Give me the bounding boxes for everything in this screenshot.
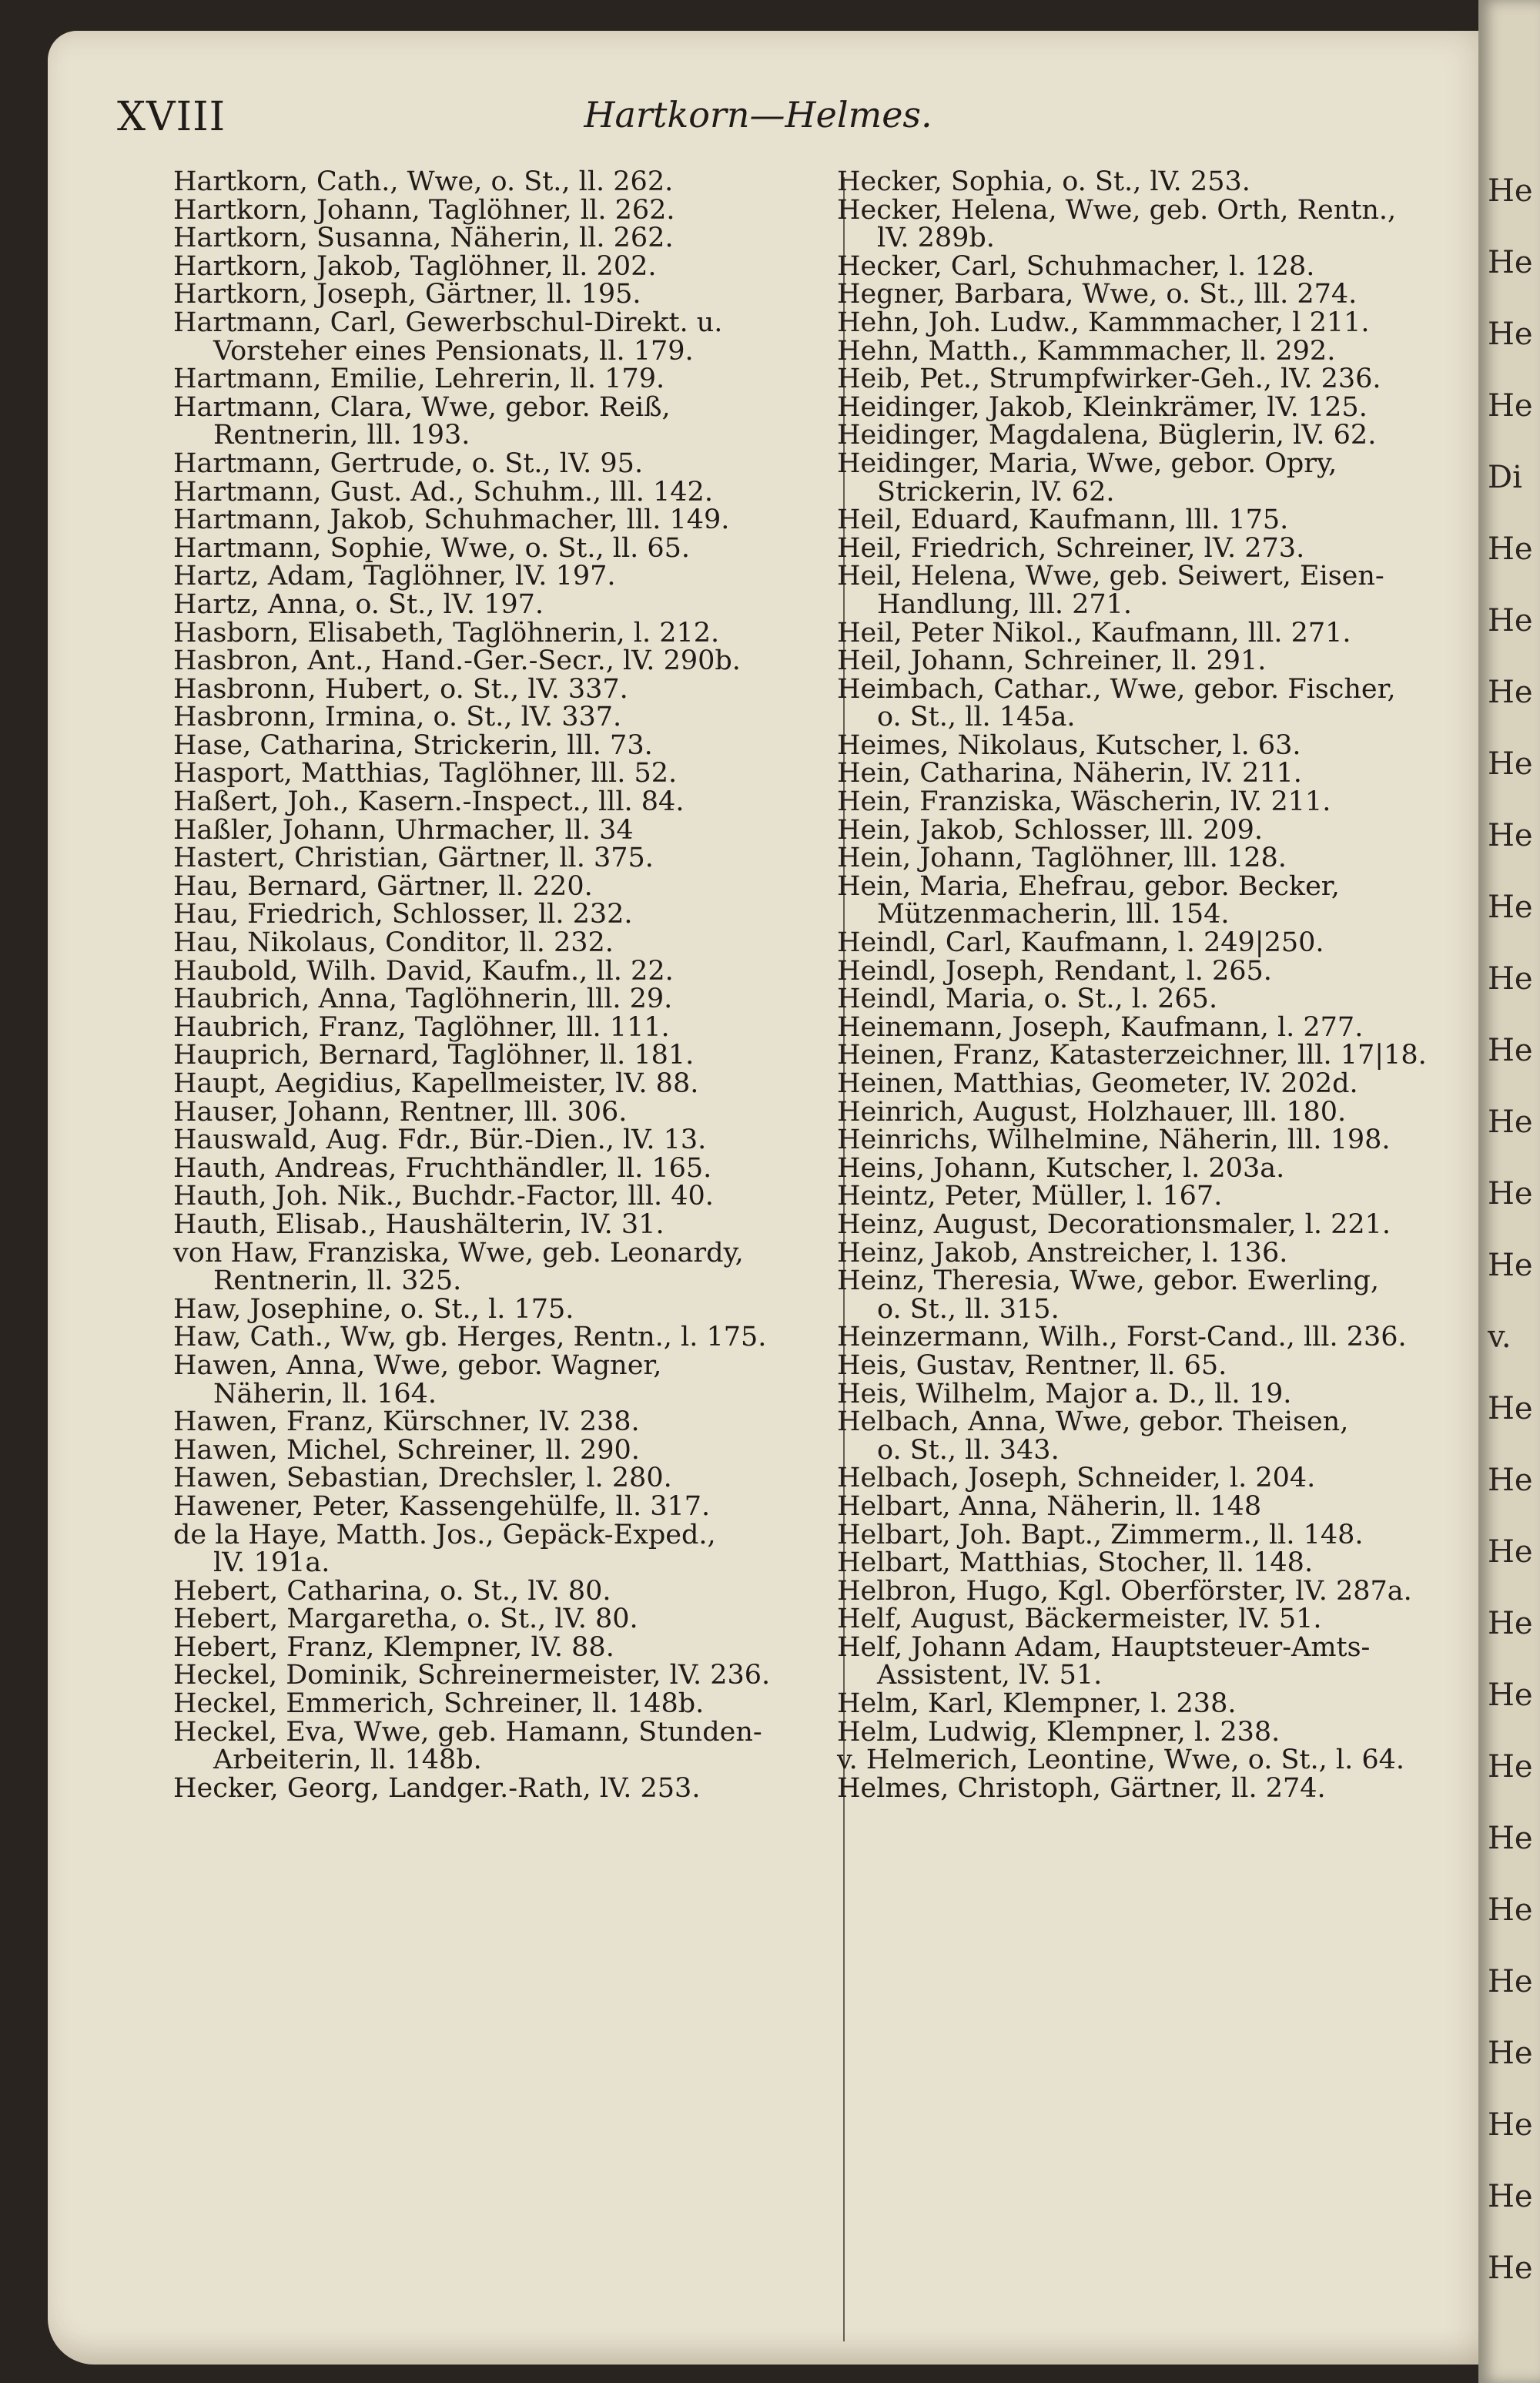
entry-continuation: Näherin, ll. 164. — [213, 1378, 437, 1409]
next-page-fragment: He — [1488, 388, 1533, 424]
directory-entry — [173, 280, 851, 309]
entry-line: Heinz, August, Decorationsmaler, l. 221. — [837, 1208, 1391, 1240]
page-number: XVIII — [117, 94, 226, 140]
entry-line: Haubrich, Anna, Taglöhnerin, lll. 29. — [173, 984, 673, 1015]
entry-line: Hecker, Carl, Schuhmacher, l. 128. — [837, 250, 1315, 282]
entry-line: Heinz, Theresia, Wwe, gebor. Ewerling, — [837, 1265, 1380, 1297]
entry-line: Hartkorn, Joseph, Gärtner, ll. 195. — [173, 279, 641, 310]
directory-entry — [173, 1577, 851, 1606]
directory-entry — [837, 1182, 1515, 1211]
directory-entry — [837, 506, 1515, 535]
directory-entry — [173, 1126, 851, 1155]
entry-line: Hawener, Peter, Kassengehülfe, ll. 317. — [173, 1490, 711, 1522]
entry-line: Hasborn, Elisabeth, Taglöhnerin, l. 212. — [173, 617, 720, 649]
directory-entry — [837, 421, 1515, 450]
directory-entry — [173, 1098, 851, 1127]
page-header — [117, 94, 1399, 148]
entry-line: Heckel, Eva, Wwe, geb. Hamann, Stunden- — [173, 1716, 762, 1748]
entry-line: Hein, Catharina, Näherin, lV. 211. — [837, 758, 1302, 789]
next-page-fragment: He — [1488, 2251, 1533, 2286]
directory-entry — [173, 250, 851, 282]
directory-entry — [173, 391, 851, 451]
directory-entry — [173, 1208, 851, 1240]
next-page-fragment: He — [1488, 531, 1533, 567]
directory-entry — [837, 1152, 1515, 1184]
directory-entry — [173, 532, 851, 564]
next-page-fragment: Di — [1488, 460, 1522, 495]
directory-entry — [173, 309, 851, 365]
entry-line: Heidinger, Magdalena, Büglerin, lV. 62. — [837, 420, 1377, 451]
entry-line: Hartkorn, Jakob, Taglöhner, ll. 202. — [173, 250, 657, 282]
directory-entry — [837, 1690, 1515, 1718]
entry-line: Heckel, Dominik, Schreinermeister, lV. 236. — [173, 1660, 771, 1691]
directory-entry — [173, 1661, 851, 1690]
directory-entry — [173, 900, 851, 929]
directory-entry — [173, 1436, 851, 1465]
directory-entry — [173, 1690, 851, 1718]
directory-entry — [837, 1380, 1515, 1409]
directory-entry — [837, 1408, 1515, 1464]
entry-continuation: Assistent, lV. 51. — [877, 1660, 1103, 1691]
directory-entry — [837, 1605, 1515, 1634]
directory-entry — [837, 337, 1515, 366]
directory-entry — [837, 1126, 1515, 1155]
entry-line: Haw, Cath., Ww, gb. Herges, Rentn., l. 175. — [173, 1322, 767, 1353]
directory-entry — [837, 870, 1515, 930]
directory-entry — [173, 224, 851, 253]
entry-continuation: lV. 191a. — [213, 1547, 330, 1579]
entry-line: Hau, Friedrich, Schlosser, ll. 232. — [173, 899, 633, 930]
directory-entry — [837, 1490, 1515, 1522]
directory-entry — [837, 1011, 1515, 1043]
directory-entry — [837, 985, 1515, 1014]
directory-entry — [837, 1549, 1515, 1577]
entry-line: Hecker, Sophia, o. St., lV. 253. — [837, 166, 1250, 197]
entry-continuation: Arbeiterin, ll. 148b. — [213, 1745, 482, 1776]
entry-line: Heimes, Nikolaus, Kutscher, l. 63. — [837, 729, 1301, 761]
entry-line: Haupt, Aegidius, Kapellmeister, lV. 88. — [173, 1068, 699, 1099]
next-page-fragment: He — [1488, 1391, 1533, 1426]
entry-line: Heil, Helena, Wwe, geb. Seiwert, Eisen- — [837, 561, 1384, 592]
directory-entry — [837, 1208, 1515, 1240]
directory-entry — [173, 1631, 851, 1663]
entry-line: Haßler, Johann, Uhrmacher, ll. 34 — [173, 814, 634, 846]
directory-entry — [173, 562, 851, 591]
entry-line: Helm, Ludwig, Klempner, l. 238. — [837, 1716, 1281, 1748]
directory-entry — [837, 759, 1515, 788]
entry-continuation: Strickerin, lV. 62. — [877, 476, 1115, 508]
next-page-fragment: He — [1488, 1964, 1533, 1999]
entry-line: Heinrichs, Wilhelmine, Näherin, lll. 198. — [837, 1124, 1391, 1156]
entry-line: Hebert, Margaretha, o. St., lV. 80. — [173, 1604, 638, 1635]
entry-line: Heins, Johann, Kutscher, l. 203a. — [837, 1152, 1285, 1184]
entry-line: Helbach, Joseph, Schneider, l. 204. — [837, 1463, 1316, 1494]
next-page-fragment: He — [1488, 2179, 1533, 2214]
entry-line: Hartkorn, Susanna, Näherin, ll. 262. — [173, 223, 674, 254]
directory-entry — [837, 1239, 1515, 1268]
directory-entry — [173, 788, 851, 816]
next-page-fragment: He — [1488, 1606, 1533, 1641]
next-page-fragment: He — [1488, 818, 1533, 853]
directory-entry — [173, 759, 851, 788]
next-page-fragment: He — [1488, 1033, 1533, 1068]
directory-entry — [173, 619, 851, 648]
entry-line: Hauprich, Bernard, Taglöhner, ll. 181. — [173, 1040, 695, 1071]
entry-line: Helf, August, Bäckermeister, lV. 51. — [837, 1604, 1322, 1635]
entry-line: Heis, Gustav, Rentner, ll. 65. — [837, 1349, 1227, 1381]
entry-continuation: o. St., ll. 343. — [877, 1434, 1060, 1466]
directory-entry — [173, 816, 851, 845]
entry-line: Hawen, Michel, Schreiner, ll. 290. — [173, 1434, 640, 1466]
entry-line: Heindl, Joseph, Rendant, l. 265. — [837, 955, 1272, 987]
next-page-fragment: He — [1488, 2036, 1533, 2071]
entry-line: Helbart, Joh. Bapt., Zimmerm., ll. 148. — [837, 1519, 1364, 1550]
directory-entry — [837, 1098, 1515, 1127]
entry-continuation: o. St., ll. 145a. — [877, 702, 1076, 733]
directory-entry — [173, 1772, 851, 1804]
entry-line: Hegner, Barbara, Wwe, o. St., lll. 274. — [837, 279, 1358, 310]
next-page-fragment: He — [1488, 961, 1533, 997]
entry-line: Hasbronn, Irmina, o. St., lV. 337. — [173, 702, 622, 733]
entry-line: Heinzermann, Wilh., Forst-Cand., lll. 236. — [837, 1322, 1407, 1353]
entry-line: Heinemann, Joseph, Kaufmann, l. 277. — [837, 1011, 1364, 1043]
next-page-fragment: v. — [1488, 1319, 1512, 1355]
directory-entry — [837, 816, 1515, 845]
entry-line: Heidinger, Maria, Wwe, gebor. Opry, — [837, 447, 1337, 479]
entry-line: Hawen, Anna, Wwe, gebor. Wagner, — [173, 1349, 662, 1381]
entry-continuation: lV. 289b. — [877, 223, 995, 254]
entry-line: Hartkorn, Cath., Wwe, o. St., ll. 262. — [173, 166, 674, 197]
entry-line: Hecker, Helena, Wwe, geb. Orth, Rentn., — [837, 194, 1397, 226]
directory-entry — [173, 1041, 851, 1070]
directory-entry — [173, 1408, 851, 1436]
entry-line: Helf, Johann Adam, Hauptsteuer-Amts- — [837, 1631, 1371, 1663]
next-page-fragment: He — [1488, 1892, 1533, 1928]
entry-line: Hau, Bernard, Gärtner, ll. 220. — [173, 870, 593, 902]
entry-line: Hauth, Elisab., Haushälterin, lV. 31. — [173, 1208, 665, 1240]
directory-entry — [173, 1464, 851, 1493]
entry-line: Hartmann, Gertrude, o. St., lV. 95. — [173, 447, 644, 479]
entry-line: v. Helmerich, Leontine, Wwe, o. St., l. 64. — [837, 1745, 1404, 1776]
next-page-fragment: He — [1488, 173, 1533, 209]
entry-line: Hehn, Matth., Kammmacher, ll. 292. — [837, 335, 1336, 367]
directory-entry — [173, 196, 851, 225]
entry-line: Heinen, Franz, Katasterzeichner, lll. 17|18. — [837, 1040, 1427, 1071]
next-page-fragment: He — [1488, 890, 1533, 925]
entry-line: Heimbach, Cathar., Wwe, gebor. Fischer, — [837, 673, 1396, 705]
directory-entry — [173, 447, 851, 479]
entry-line: Hawen, Sebastian, Drechsler, l. 280. — [173, 1463, 672, 1494]
entry-line: Hartz, Adam, Taglöhner, lV. 197. — [173, 561, 616, 592]
entry-line: Heinrich, August, Holzhauer, lll. 180. — [837, 1096, 1347, 1128]
entry-continuation: o. St., ll. 315. — [877, 1293, 1060, 1325]
next-page-fragment: He — [1488, 1104, 1533, 1140]
entry-line: Hecker, Georg, Landger.-Rath, lV. 253. — [173, 1772, 701, 1804]
entry-line: Hauser, Johann, Rentner, lll. 306. — [173, 1096, 628, 1128]
entry-line: Helmes, Christoph, Gärtner, ll. 274. — [837, 1772, 1326, 1804]
directory-entry — [173, 1605, 851, 1634]
entry-line: Hastert, Christian, Gärtner, ll. 375. — [173, 843, 654, 874]
directory-entry — [173, 647, 851, 675]
directory-entry — [173, 1070, 851, 1098]
directory-entry — [837, 391, 1515, 423]
entry-line: Helm, Karl, Klempner, l. 238. — [837, 1688, 1237, 1720]
directory-entry — [837, 729, 1515, 761]
next-page-fragment: He — [1488, 603, 1533, 638]
entry-line: Hartmann, Sophie, Wwe, o. St., ll. 65. — [173, 532, 691, 564]
entry-line: Hartmann, Clara, Wwe, gebor. Reiß, — [173, 391, 671, 423]
directory-entry — [173, 1239, 851, 1295]
directory-entry — [837, 1521, 1515, 1550]
directory-entry — [173, 929, 851, 957]
directory-entry — [837, 168, 1515, 196]
entry-line: Haubold, Wilh. David, Kaufm., ll. 22. — [173, 955, 674, 987]
directory-entry — [173, 1718, 851, 1775]
directory-entry — [837, 532, 1515, 564]
directory-entry — [837, 250, 1515, 282]
next-page-fragment: He — [1488, 1749, 1533, 1785]
directory-entry — [837, 1267, 1515, 1323]
left-column — [173, 168, 851, 1802]
entry-line: Hasbronn, Hubert, o. St., lV. 337. — [173, 673, 628, 705]
directory-entry — [173, 1521, 851, 1577]
entry-line: Hein, Johann, Taglöhner, lll. 128. — [837, 843, 1287, 874]
directory-entry — [837, 929, 1515, 957]
next-page-fragment: He — [1488, 1821, 1533, 1856]
directory-entry — [837, 1464, 1515, 1493]
directory-entry — [173, 844, 851, 873]
directory-entry — [173, 729, 851, 761]
directory-entry — [837, 1718, 1515, 1747]
directory-entry — [173, 1295, 851, 1324]
entry-line: Hein, Maria, Ehefrau, gebor. Becker, — [837, 870, 1340, 902]
entry-line: Hase, Catharina, Strickerin, lll. 73. — [173, 729, 653, 761]
entry-line: Helbart, Matthias, Stocher, ll. 148. — [837, 1547, 1314, 1579]
directory-entry — [173, 506, 851, 535]
entry-line: Hebert, Franz, Klempner, lV. 88. — [173, 1631, 614, 1663]
entry-line: Heinen, Matthias, Geometer, lV. 202d. — [837, 1068, 1358, 1099]
entry-line: Hauth, Joh. Nik., Buchdr.-Factor, lll. 40. — [173, 1181, 714, 1212]
next-page-edge — [1478, 0, 1540, 2383]
next-page-fragment: He — [1488, 1463, 1533, 1498]
directory-entry — [837, 447, 1515, 508]
entry-line: Hebert, Catharina, o. St., lV. 80. — [173, 1575, 611, 1607]
next-page-fragment: He — [1488, 675, 1533, 710]
entry-line: Hartmann, Carl, Gewerbschul-Direkt. u. — [173, 307, 723, 338]
entry-continuation: Mützenmacherin, lll. 154. — [877, 899, 1230, 930]
directory-entry — [837, 280, 1515, 309]
entry-line: Heindl, Maria, o. St., l. 265. — [837, 984, 1218, 1015]
entry-line: Hartmann, Gust. Ad., Schuhm., lll. 142. — [173, 476, 713, 508]
directory-entry — [837, 1746, 1515, 1775]
next-page-fragment: He — [1488, 317, 1533, 352]
next-page-fragment: He — [1488, 2107, 1533, 2143]
directory-entry — [173, 1490, 851, 1522]
directory-entry — [837, 1577, 1515, 1606]
directory-entry — [173, 168, 851, 196]
entry-line: von Haw, Franziska, Wwe, geb. Leonardy, — [173, 1237, 744, 1269]
entry-line: Haubrich, Franz, Taglöhner, lll. 111. — [173, 1011, 670, 1043]
entry-line: Hartmann, Jakob, Schuhmacher, lll. 149. — [173, 504, 730, 536]
directory-entry — [173, 588, 851, 620]
directory-entry — [837, 647, 1515, 675]
directory-entry — [837, 619, 1515, 648]
next-page-fragment: He — [1488, 1248, 1533, 1283]
next-page-fragment: He — [1488, 1534, 1533, 1570]
entry-line: Hein, Franziska, Wäscherin, lV. 211. — [837, 786, 1331, 818]
entry-line: Hein, Jakob, Schlosser, lll. 209. — [837, 814, 1263, 846]
entry-line: Helbach, Anna, Wwe, gebor. Theisen, — [837, 1406, 1349, 1438]
entry-line: Hartkorn, Johann, Taglöhner, ll. 262. — [173, 194, 675, 226]
directory-entry — [173, 365, 851, 394]
directory-entry — [173, 1152, 851, 1184]
entry-line: Heil, Peter Nikol., Kaufmann, lll. 271. — [837, 617, 1351, 649]
running-head: Hartkorn—Helmes. — [584, 94, 932, 136]
entry-line: Hehn, Joh. Ludw., Kammmacher, l 211. — [837, 307, 1370, 338]
directory-entry — [837, 844, 1515, 873]
directory-entry — [837, 1070, 1515, 1098]
directory-entry — [837, 675, 1515, 732]
directory-entry — [837, 1772, 1515, 1804]
directory-entry — [837, 1041, 1515, 1070]
directory-entry — [173, 1323, 851, 1352]
entry-line: Heidinger, Jakob, Kleinkrämer, lV. 125. — [837, 391, 1368, 423]
entry-line: Haw, Josephine, o. St., l. 175. — [173, 1293, 574, 1325]
entry-line: Helbron, Hugo, Kgl. Oberförster, lV. 287a. — [837, 1575, 1412, 1607]
directory-entry — [173, 870, 851, 902]
directory-entry — [173, 1011, 851, 1043]
directory-entry — [837, 1349, 1515, 1381]
entry-line: Hasbron, Ant., Hand.-Ger.-Secr., lV. 290b. — [173, 645, 741, 677]
entry-line: Hau, Nikolaus, Conditor, ll. 232. — [173, 927, 614, 959]
entry-continuation: Handlung, lll. 271. — [877, 588, 1133, 620]
entry-line: Hauth, Andreas, Fruchthändler, ll. 165. — [173, 1152, 712, 1184]
directory-entry — [837, 1631, 1515, 1691]
directory-entry — [837, 788, 1515, 816]
entry-line: Heindl, Carl, Kaufmann, l. 249|250. — [837, 927, 1324, 959]
entry-continuation: Rentnerin, ll. 325. — [213, 1265, 462, 1297]
directory-entry — [173, 478, 851, 507]
directory-entry — [173, 957, 851, 986]
next-page-fragment: He — [1488, 245, 1533, 280]
directory-entry — [173, 1349, 851, 1409]
entry-line: Hauswald, Aug. Fdr., Bür.-Dien., lV. 13. — [173, 1124, 707, 1156]
entry-line: Heis, Wilhelm, Major a. D., ll. 19. — [837, 1378, 1292, 1409]
right-column — [837, 168, 1515, 1802]
directory-entry — [837, 309, 1515, 337]
entry-line: Heinz, Jakob, Anstreicher, l. 136. — [837, 1237, 1288, 1269]
entry-line: Heil, Eduard, Kaufmann, lll. 175. — [837, 504, 1289, 536]
directory-entry — [837, 1323, 1515, 1352]
entry-line: Heckel, Emmerich, Schreiner, ll. 148b. — [173, 1688, 705, 1720]
directory-entry — [837, 957, 1515, 986]
directory-entry — [173, 985, 851, 1014]
entry-continuation: Vorsteher eines Pensionats, ll. 179. — [213, 335, 694, 367]
entry-line: Heintz, Peter, Müller, l. 167. — [837, 1181, 1223, 1212]
next-page-fragment: He — [1488, 1677, 1533, 1713]
entry-line: Hartmann, Emilie, Lehrerin, ll. 179. — [173, 364, 665, 395]
next-page-fragment: He — [1488, 746, 1533, 782]
directory-entry — [837, 562, 1515, 618]
directory-entry — [173, 1182, 851, 1211]
entry-line: Heib, Pet., Strumpfwirker-Geh., lV. 236. — [837, 364, 1381, 395]
entry-line: Heil, Friedrich, Schreiner, lV. 273. — [837, 532, 1305, 564]
entry-line: Hawen, Franz, Kürschner, lV. 238. — [173, 1406, 640, 1438]
entry-line: Hasport, Matthias, Taglöhner, lll. 52. — [173, 758, 678, 789]
entry-continuation: Rentnerin, lll. 193. — [213, 420, 470, 451]
next-page-fragment: He — [1488, 1176, 1533, 1212]
entry-line: de la Haye, Matth. Jos., Gepäck-Exped., — [173, 1519, 716, 1550]
entry-line: Helbart, Anna, Näherin, ll. 148 — [837, 1490, 1262, 1522]
entry-line: Hartz, Anna, o. St., lV. 197. — [173, 588, 544, 620]
entry-line: Haßert, Joh., Kasern.-Inspect., lll. 84. — [173, 786, 685, 818]
directory-entry — [837, 365, 1515, 394]
entry-line: Heil, Johann, Schreiner, ll. 291. — [837, 645, 1267, 677]
directory-entry — [837, 196, 1515, 253]
directory-entry — [173, 675, 851, 704]
directory-entry — [173, 703, 851, 732]
